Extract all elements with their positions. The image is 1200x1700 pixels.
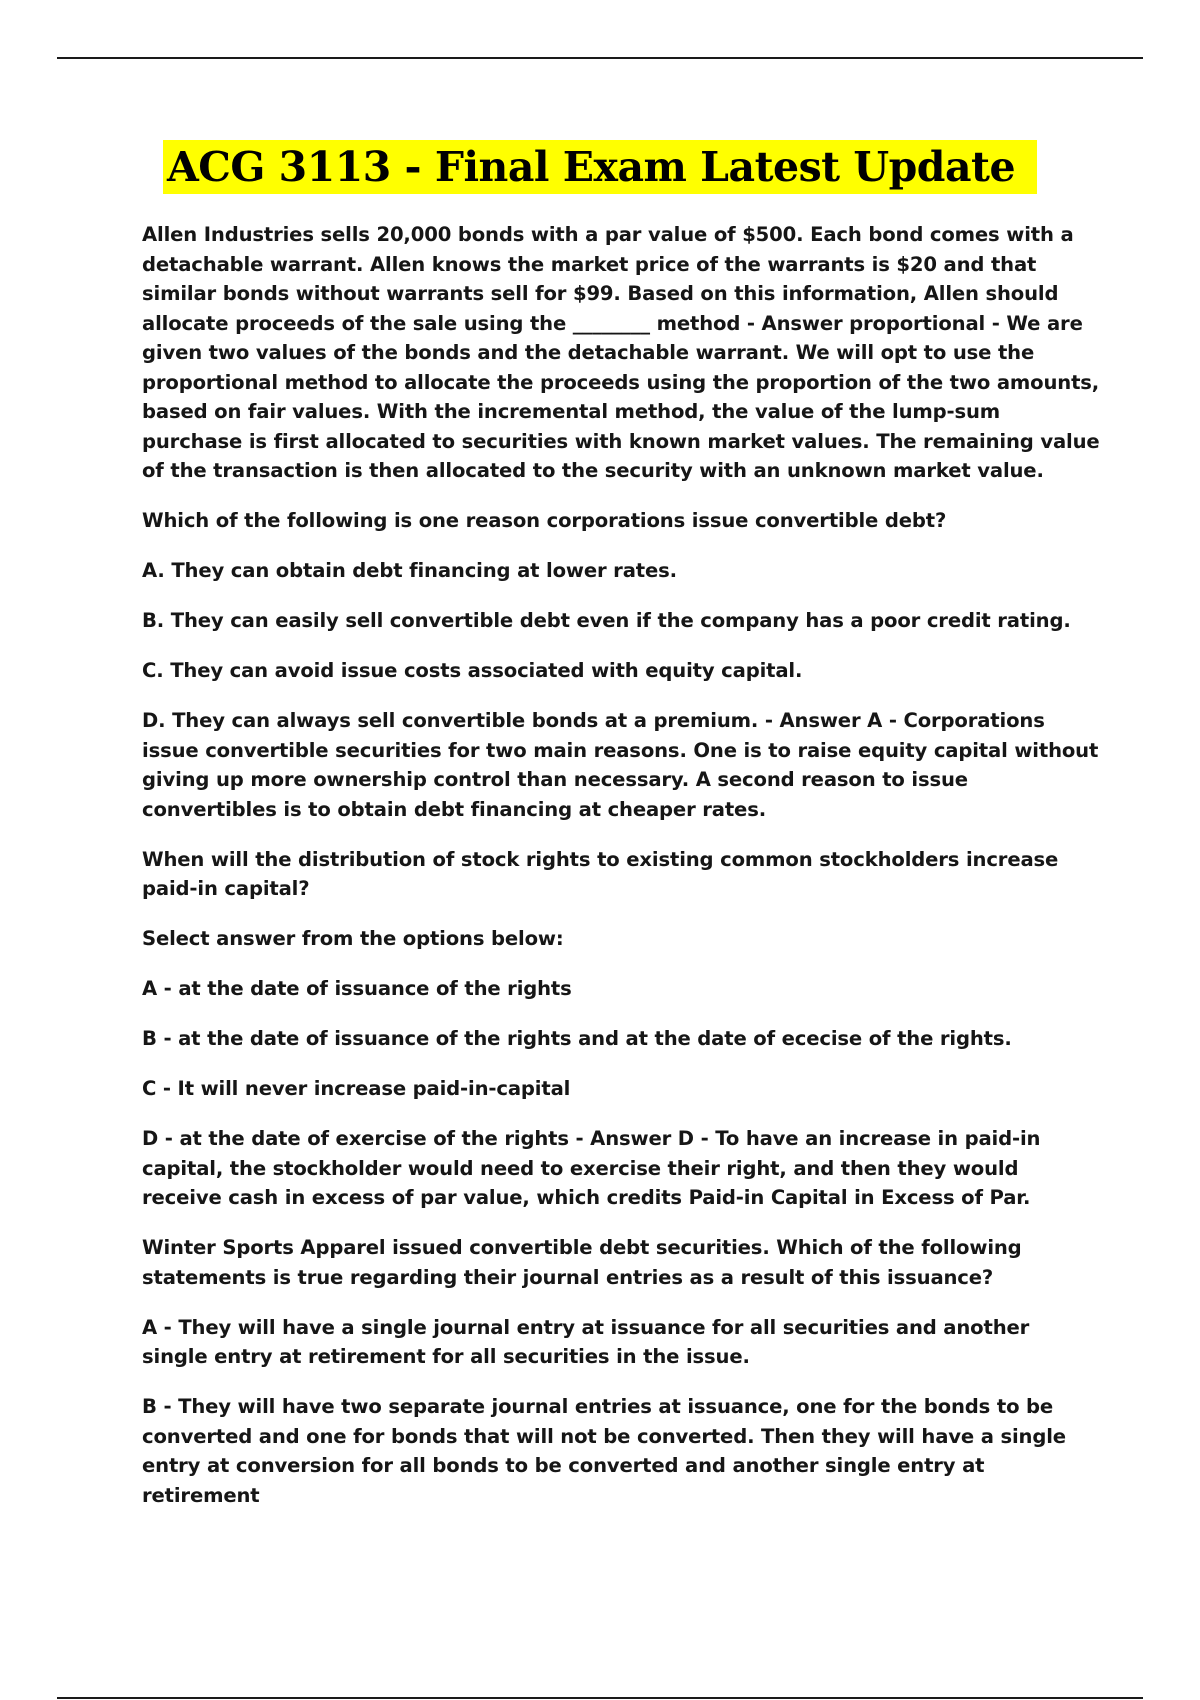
header-rule xyxy=(57,57,1143,59)
option-d-stock-rights-answer: D - at the date of exercise of the rights - Answer D - To have an increase in paid-in capital, the stockholder would need to exercise their right, and then they would receive cash in excess of par value, which credits Paid-in Capital in Excess of Par. xyxy=(142,1127,1041,1209)
option-a-stock-rights: A - at the date of issuance of the rights xyxy=(142,977,572,1000)
select-answer-prompt: Select answer from the options below: xyxy=(142,927,564,950)
option-d-convertible-answer: D. They can always sell convertible bonds at a premium. - Answer A - Corporations issue convertible securities for two main reasons. One is to raise equity capital without giving up more ownership control than necessary. A second reason to issue convertibles is to obtain debt financing at cheaper rates. xyxy=(142,709,1099,821)
title-container xyxy=(0,140,1200,194)
option-a-winter-sports: A - They will have a single journal entry at issuance for all securities and another single entry at retirement for all securities in the issue. xyxy=(142,1315,1030,1368)
option-a-convertible: A. They can obtain debt financing at lower rates. xyxy=(142,559,677,582)
option-b-winter-sports: B - They will have two separate journal entries at issuance, one for the bonds to be converted and one for bonds that will not be converted. Then they will have a single entry at conversion for all bonds to be converted and another single entry at retirement xyxy=(142,1395,1066,1507)
option-c-stock-rights: C - It will never increase paid-in-capital xyxy=(142,1077,571,1100)
question-convertible-debt: Which of the following is one reason corporations issue convertible debt? xyxy=(142,509,947,532)
footer-rule xyxy=(57,1697,1143,1699)
question-stock-rights: When will the distribution of stock rights to existing common stockholders increase paid-in capital? xyxy=(142,847,1059,900)
option-b-stock-rights: B - at the date of issuance of the rights and at the date of ececise of the rights. xyxy=(142,1027,1012,1050)
document-title: ACG 3113 - Final Exam Latest Update xyxy=(163,140,1037,194)
option-c-convertible: C. They can avoid issue costs associated with equity capital. xyxy=(142,659,803,682)
paragraph-allen-bonds: Allen Industries sells 20,000 bonds with a par value of $500. Each bond comes with a detachable warrant. Allen knows the market price of the warrants is $20 and that similar bonds without warrants sell for $99. Based on this information, Allen should allocate proceeds of the sale using the ________ method - Answer proportional - We are given two values of the bonds and the detachable warrant. We will opt to use the proportional method to allocate the proceeds using the proportion of the two amounts, based on fair values. With the incremental method, the value of the lump-sum purchase is first allocated to securities with known market values. The remaining value of the transaction is then allocated to the security with an unknown market value. xyxy=(142,223,1100,482)
document-body xyxy=(142,220,1100,1531)
option-b-convertible: B. They can easily sell convertible debt even if the company has a poor credit rating. xyxy=(142,609,1071,632)
question-winter-sports: Winter Sports Apparel issued convertible debt securities. Which of the following statements is true regarding their journal entries as a result of this issuance? xyxy=(142,1236,1022,1289)
